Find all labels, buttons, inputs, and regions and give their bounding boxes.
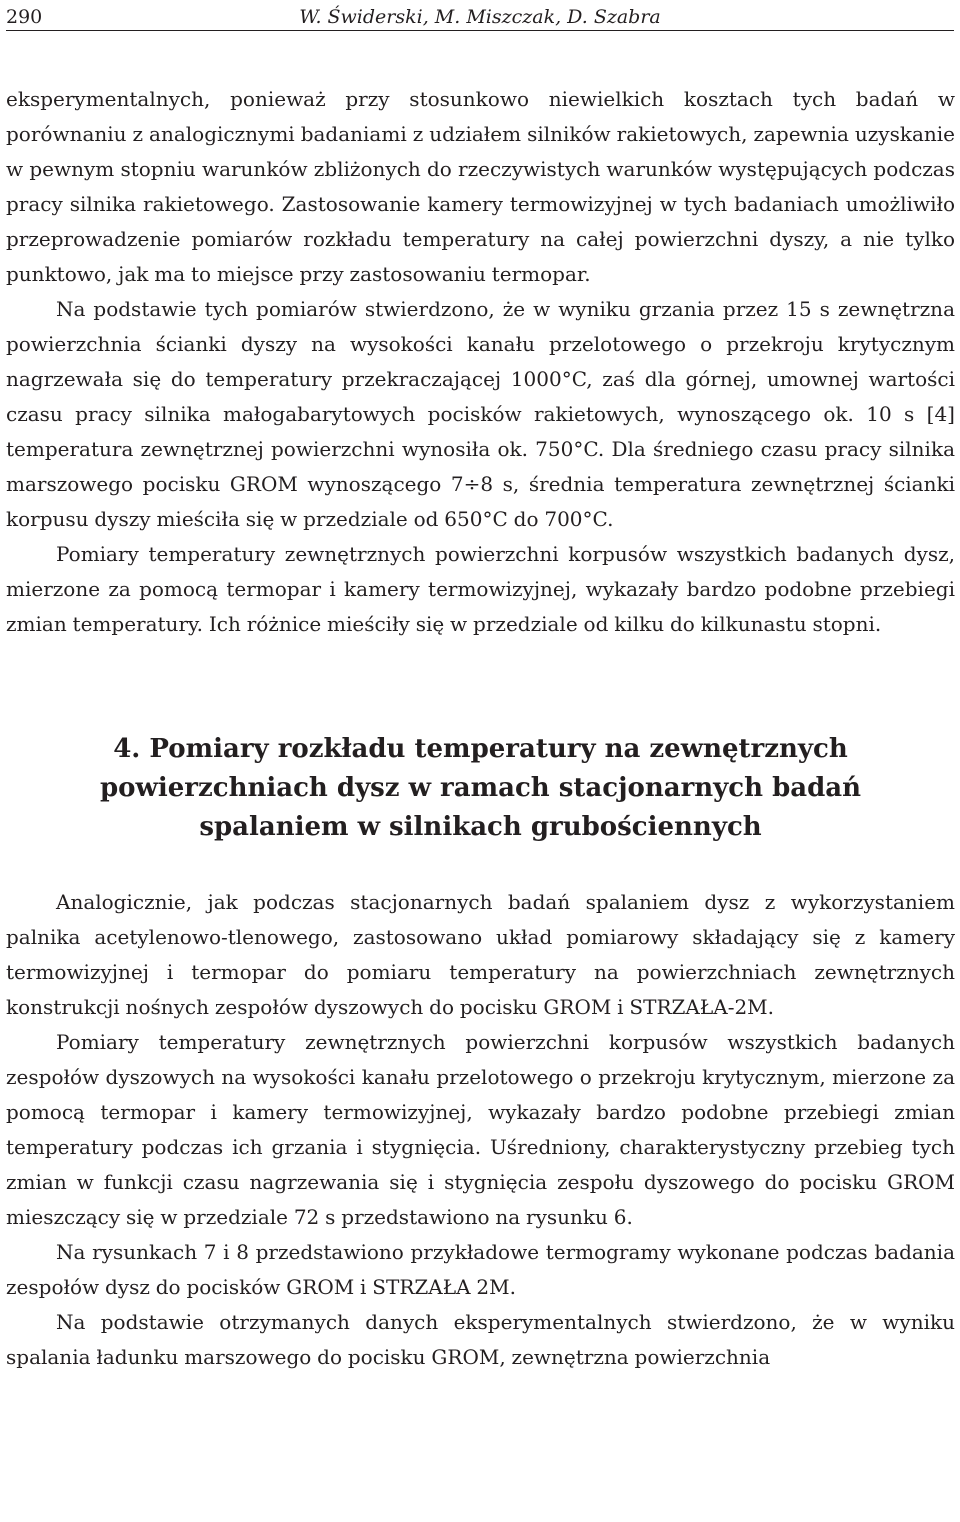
paragraph: Na podstawie tych pomiarów stwierdzono, że w wyniku grzania przez 15 s zewnętrzna powierzchnia ścianki dyszy na wysokości kanału przelotowego o przekroju krytycznym nagrzewała się do temperatury przekraczającej 1000°C, zaś dla górnej, umownej wartości czasu pracy silnika małogabarytowych pocisków rakietowych, wynoszącego ok. 10 s [4] temperatura zewnętrznej powierzchni wynosiła ok. 750°C. Dla średniego czasu pracy silnika marszowego pocisku GROM wynoszącego 7÷8 s, średnia temperatura zewnętrznej ścianki korpusu dyszy mieściła się w przedziale od 650°C do 700°C. bbox=[6, 297, 955, 531]
paragraph: Pomiary temperatury zewnętrznych powierzchni korpusów wszystkich badanych zespołów dyszowych na wysokości kanału przelotowego o przekroju krytycznym, mierzone za pomocą termopar i kamery termowizyjnej, wykazały bardzo podobne przebiegi zmian temperatury podczas ich grzania i stygnięcia. Uśredniony, charakterystyczny przebieg tych zmian w funkcji czasu nagrzewania się i stygnięcia zespołu dyszowego do pocisku GROM mieszczący się w przedziale 72 s przedstawiono na rysunku 6. bbox=[6, 1030, 955, 1229]
section-heading-line: powierzchniach dysz w ramach stacjonarnych badań bbox=[99, 773, 862, 803]
page-number: 290 bbox=[6, 6, 43, 28]
section-heading bbox=[6, 730, 955, 847]
paragraph: Na podstawie otrzymanych danych eksperymentalnych stwierdzono, że w wyniku spalania ładunku marszowego do pocisku GROM, zewnętrzna powierzchnia bbox=[6, 1310, 955, 1369]
paragraph: Analogicznie, jak podczas stacjonarnych badań spalaniem dysz z wykorzystaniem palnika acetylenowo-tlenowego, zastosowano układ pomiarowy składający się z kamery termowizyjnej i termopar do pomiaru temperatury na powierzchniach zewnętrznych konstrukcji nośnych zespołów dyszowych do pocisku GROM i STRZAŁA-2M. bbox=[6, 890, 955, 1019]
paragraph: Na rysunkach 7 i 8 przedstawiono przykładowe termogramy wykonane podczas badania zespołów dysz do pocisków GROM i STRZAŁA 2M. bbox=[6, 1240, 955, 1299]
paragraph: eksperymentalnych, ponieważ przy stosunkowo niewielkich kosztach tych badań w porównaniu z analogicznymi badaniami z udziałem silników rakietowych, zapewnia uzyskanie w pewnym stopniu warunków zbliżonych do rzeczywistych warunków występujących podczas pracy silnika rakietowego. Zastosowanie kamery termowizyjnej w tych badaniach umożliwiło przeprowadzenie pomiarów rozkładu temperatury na całej powierzchni dyszy, a nie tylko punktowo, jak ma to miejsce przy zastosowaniu termopar. bbox=[6, 87, 955, 286]
paragraph: Pomiary temperatury zewnętrznych powierzchni korpusów wszystkich badanych dysz, mierzone za pomocą termopar i kamery termowizyjnej, wykazały bardzo podobne przebiegi zmian temperatury. Ich różnice mieściły się w przedziale od kilku do kilkunastu stopni. bbox=[6, 542, 955, 636]
section-heading-line: 4. Pomiary rozkładu temperatury na zewnętrznych bbox=[113, 734, 848, 764]
article-body bbox=[6, 82, 955, 1375]
running-head-authors: W. Świderski, M. Miszczak, D. Szabra bbox=[299, 6, 661, 28]
section-heading-line: spalaniem w silnikach grubościennych bbox=[199, 812, 762, 842]
running-header bbox=[6, 4, 954, 31]
